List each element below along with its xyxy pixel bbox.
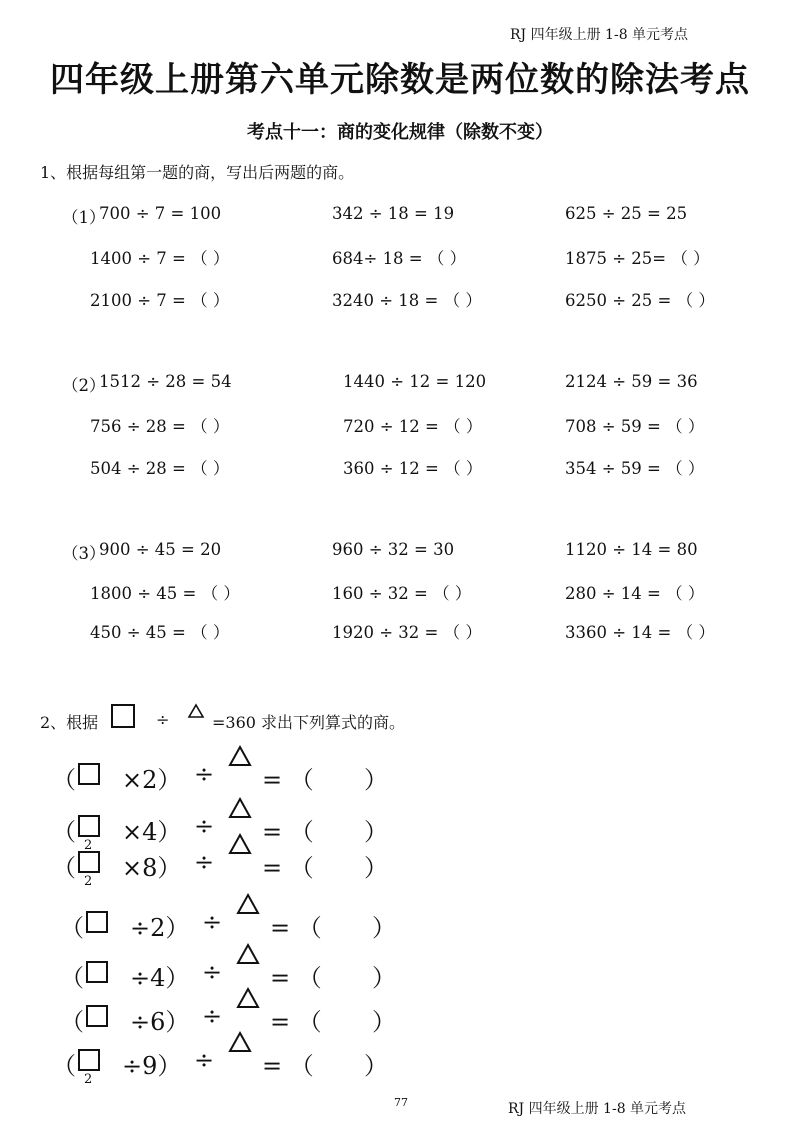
divide-sign: ÷ [194, 848, 215, 876]
equation: 3360 ÷ 14 = （ ） [565, 623, 715, 642]
equation: 625 ÷ 25 = 25 [565, 204, 688, 223]
divide-sign: ÷ [194, 1046, 215, 1074]
open-paren: （ [60, 914, 84, 942]
header-label: RJ 四年级上册 1-8 单元考点 [510, 27, 689, 43]
divide-sign: ÷ [194, 812, 215, 840]
divide-sign: ÷ [202, 1002, 223, 1030]
section-subtitle: 考点十一：商的变化规律（除数不变） [247, 122, 553, 143]
close-paren: ） [364, 854, 388, 882]
equation: 1875 ÷ 25= （ ） [565, 249, 710, 268]
question-2-prompt-prefix: 2、根据 [40, 713, 99, 732]
equation: 2124 ÷ 59 = 36 [565, 372, 698, 391]
triangle-icon [237, 988, 259, 1008]
subscript: 2 [84, 874, 93, 889]
footer-label: RJ 四年级上册 1-8 单元考点 [508, 1101, 687, 1117]
operation: ×4） [122, 818, 182, 846]
equation: 450 ÷ 45 = （ ） [90, 623, 230, 642]
triangle-icon [229, 834, 251, 854]
equation: 342 ÷ 18 = 19 [332, 204, 455, 223]
equation: 360 ÷ 12 = （ ） [343, 459, 483, 478]
square-icon [78, 763, 100, 785]
question-2-prompt-suffix: =360 求出下列算式的商。 [212, 713, 406, 732]
square-icon [111, 704, 135, 728]
equation: 354 ÷ 59 = （ ） [565, 459, 705, 478]
equals-open: = （ [270, 964, 322, 992]
equation: 960 ÷ 32 = 30 [332, 540, 455, 559]
divide-sign: ÷ [156, 710, 170, 729]
equation: 1440 ÷ 12 = 120 [343, 372, 487, 391]
question-1-prompt: 1、根据每组第一题的商，写出后两题的商。 [40, 163, 355, 182]
operation: ÷2） [130, 914, 190, 942]
equals-open: = （ [262, 766, 314, 794]
divide-sign: ÷ [194, 760, 215, 788]
group-label: （1） [62, 208, 106, 227]
equation: 684÷ 18 = （ ） [332, 249, 467, 268]
open-paren: （ [60, 1008, 84, 1036]
square-icon [86, 911, 108, 933]
equation: 900 ÷ 45 = 20 [99, 540, 222, 559]
triangle-icon [229, 746, 251, 766]
subscript: 2 [84, 838, 93, 853]
subscript: 2 [84, 1072, 93, 1087]
open-paren: （ [60, 964, 84, 992]
open-paren: （ [52, 1052, 76, 1080]
equation: 504 ÷ 28 = （ ） [90, 459, 230, 478]
equation: 756 ÷ 28 = （ ） [90, 417, 230, 436]
page-number: 77 [394, 1096, 408, 1109]
equals-open: = （ [262, 1052, 314, 1080]
page-title: 四年级上册第六单元除数是两位数的除法考点 [50, 60, 750, 100]
equation: 6250 ÷ 25 = （ ） [565, 291, 715, 310]
close-paren: ） [364, 1052, 388, 1080]
group-label: （3） [62, 544, 106, 563]
operation: ÷6） [130, 1008, 190, 1036]
equation: 160 ÷ 32 = （ ） [332, 584, 472, 603]
square-icon [78, 851, 100, 873]
close-paren: ） [364, 818, 388, 846]
divide-sign: ÷ [202, 908, 223, 936]
equation: 720 ÷ 12 = （ ） [343, 417, 483, 436]
open-paren: （ [52, 818, 76, 846]
square-icon [86, 961, 108, 983]
divide-sign: ÷ [202, 958, 223, 986]
close-paren: ） [372, 914, 396, 942]
equals-open: = （ [270, 914, 322, 942]
square-icon [78, 815, 100, 837]
equation: 1512 ÷ 28 = 54 [99, 372, 232, 391]
close-paren: ） [372, 1008, 396, 1036]
equals-open: = （ [270, 1008, 322, 1036]
equation: 1400 ÷ 7 = （ ） [90, 249, 230, 268]
square-icon [78, 1049, 100, 1071]
equation: 1120 ÷ 14 = 80 [565, 540, 698, 559]
equation: 2100 ÷ 7 = （ ） [90, 291, 230, 310]
close-paren: ） [364, 766, 388, 794]
triangle-icon [237, 944, 259, 964]
equals-open: = （ [262, 854, 314, 882]
operation: ×8） [122, 854, 182, 882]
equation: 1920 ÷ 32 = （ ） [332, 623, 482, 642]
equation: 700 ÷ 7 = 100 [99, 204, 222, 223]
triangle-icon [188, 704, 204, 718]
open-paren: （ [52, 766, 76, 794]
triangle-icon [229, 798, 251, 818]
close-paren: ） [372, 964, 396, 992]
equation: 1800 ÷ 45 = （ ） [90, 584, 240, 603]
triangle-icon [229, 1032, 251, 1052]
square-icon [86, 1005, 108, 1027]
triangle-icon [237, 894, 259, 914]
operation: ÷4） [130, 964, 190, 992]
open-paren: （ [52, 854, 76, 882]
equation: 3240 ÷ 18 = （ ） [332, 291, 482, 310]
equals-open: = （ [262, 818, 314, 846]
group-label: （2） [62, 376, 106, 395]
equation: 280 ÷ 14 = （ ） [565, 584, 705, 603]
operation: ×2） [122, 766, 182, 794]
operation: ÷9） [122, 1052, 182, 1080]
equation: 708 ÷ 59 = （ ） [565, 417, 705, 436]
